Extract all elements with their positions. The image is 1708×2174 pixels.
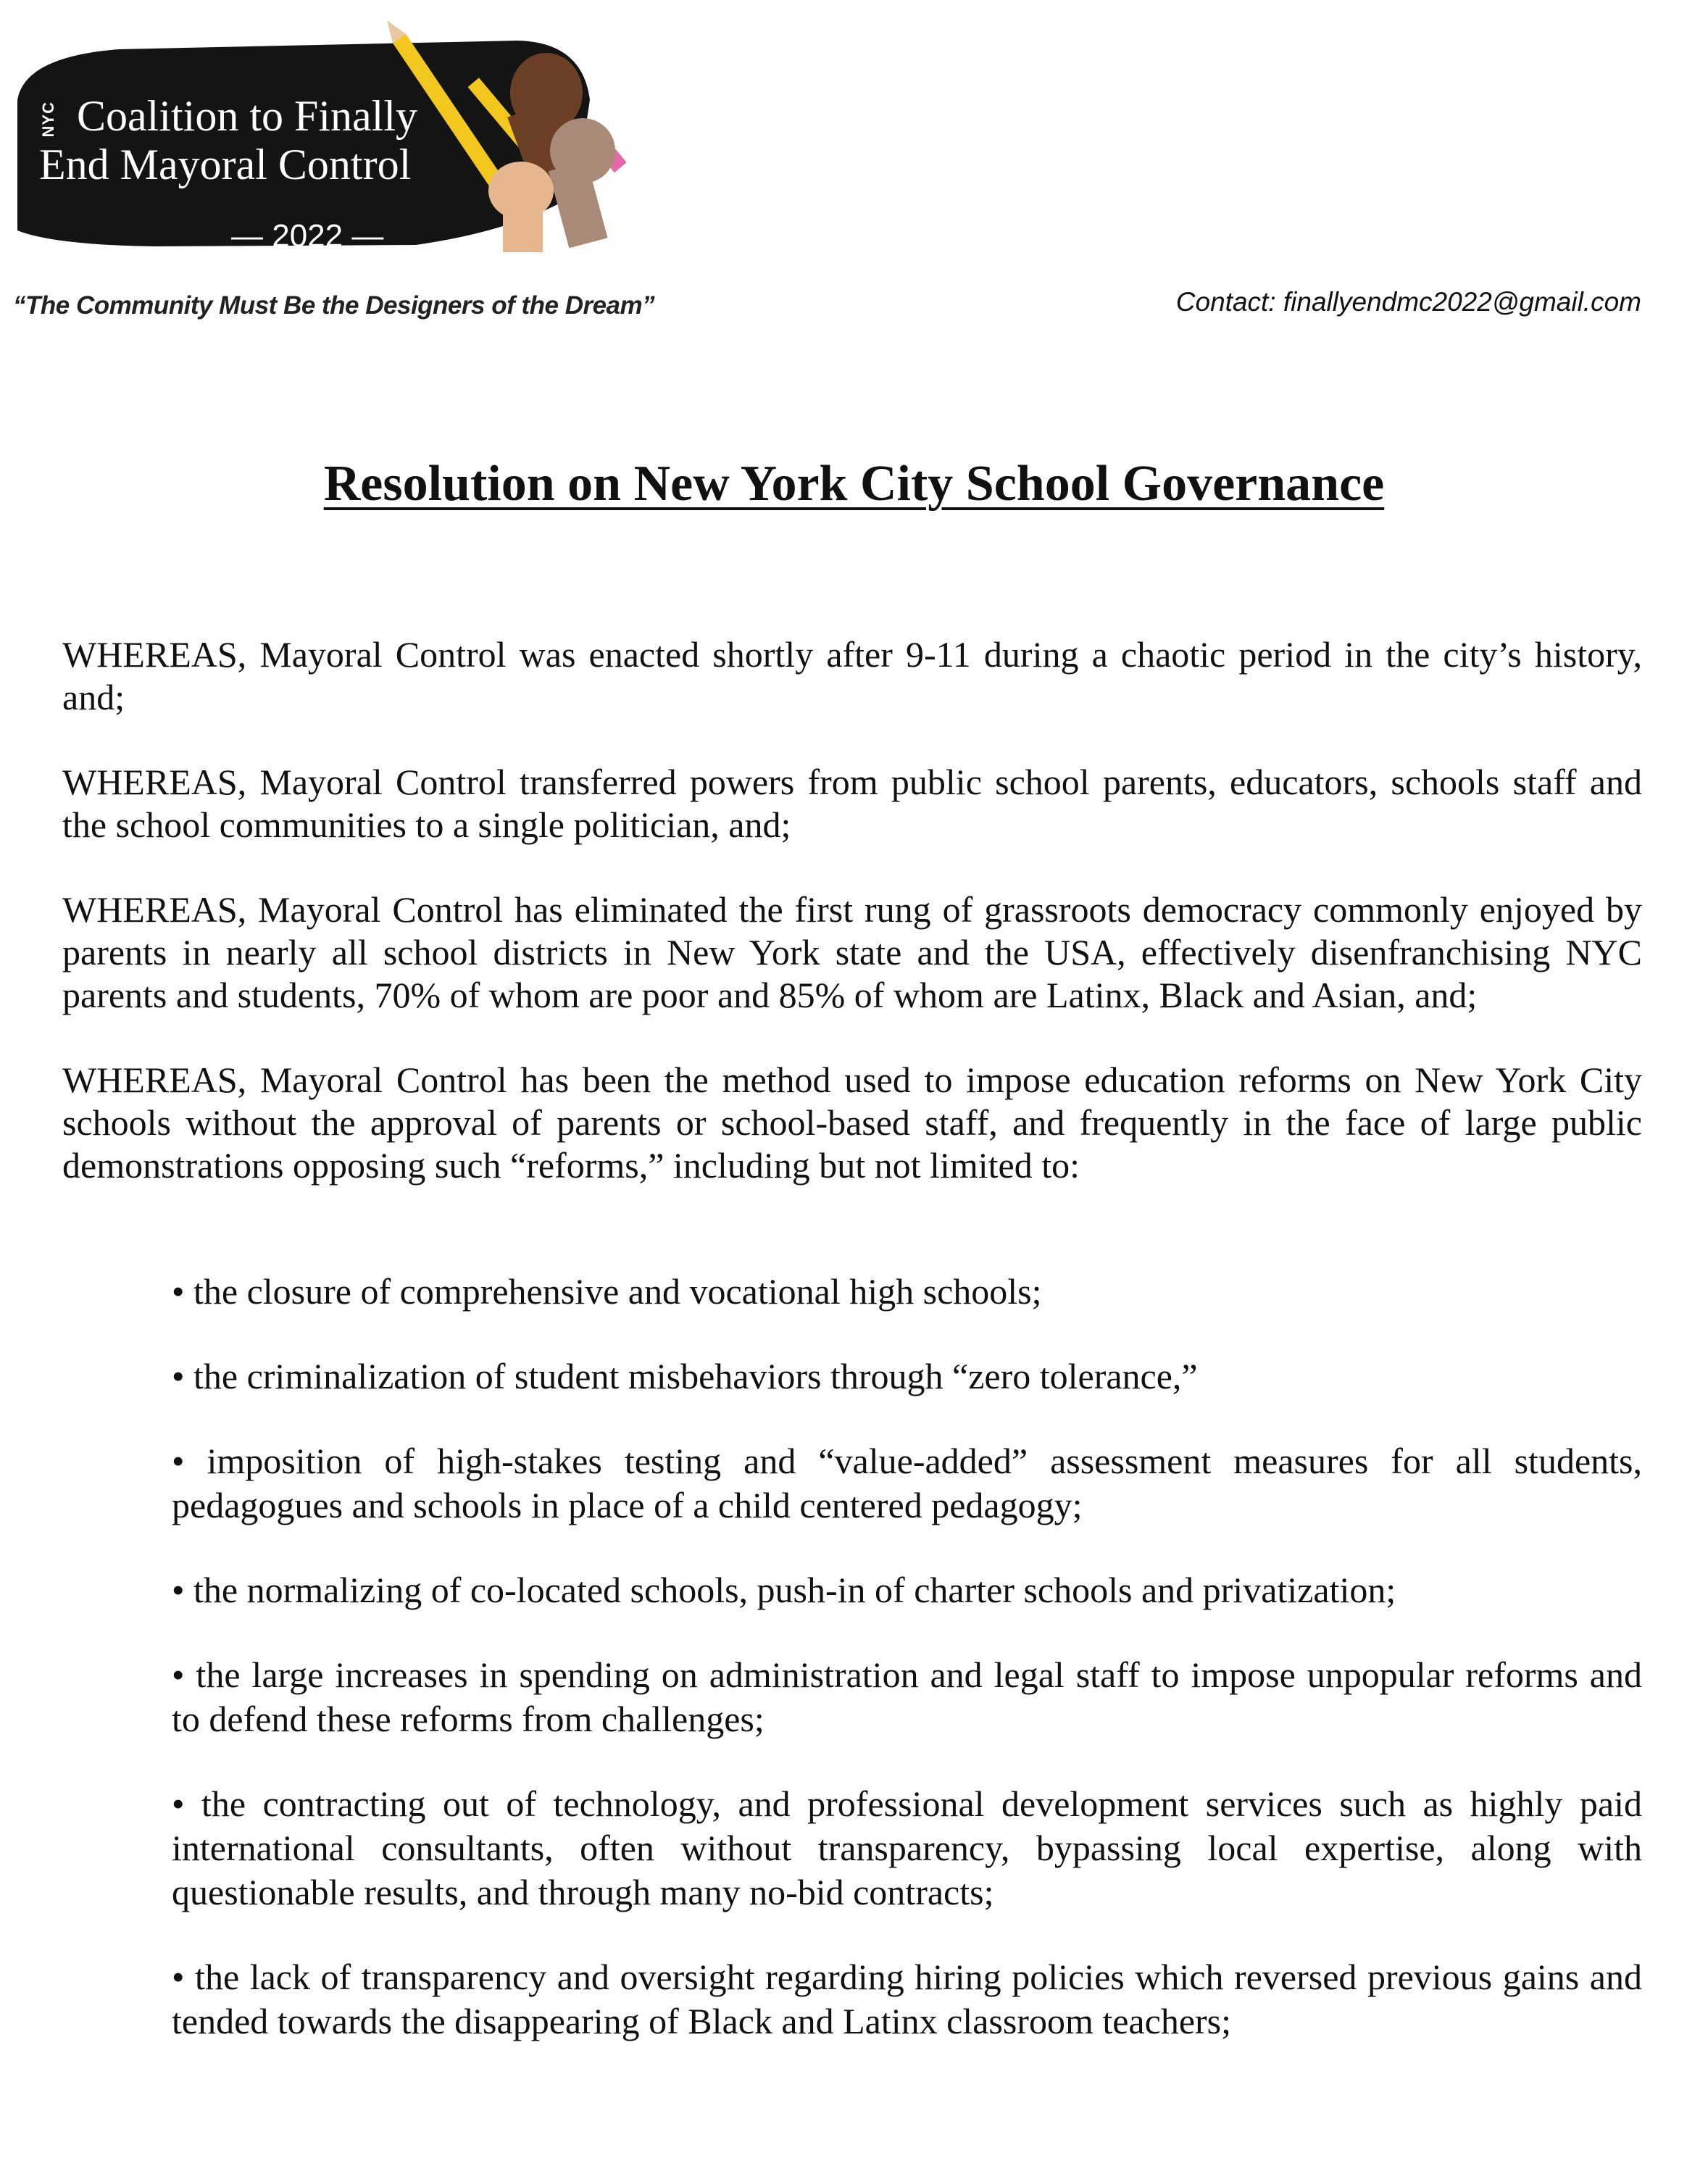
tagline: “The Community Must Be the Designers of the Dream” [13,291,655,320]
contact-email: Contact: finallyendmc2022@gmail.com [1175,287,1641,317]
whereas-clauses [62,633,1642,1229]
logo-nyc-mark: NYC [39,101,57,138]
reform-list-item: • the closure of comprehensive and vocational high schools; [172,1271,1042,1312]
whereas-clause: WHEREAS, Mayoral Control was enacted shortly after 9-11 during a chaotic period in the city’s history, and; [62,634,1642,717]
reform-list-item: • the lack of transparency and oversight regarding hiring policies which reversed previous gains and tended towards the disappearing of Black and Latinx classroom teachers; [172,1957,1642,2041]
reform-list [172,1270,1642,2084]
reform-list-item: • the large increases in spending on administration and legal staff to impose unpopular reforms and to defend these reforms from challenges; [172,1654,1642,1739]
whereas-clause: WHEREAS, Mayoral Control transferred powers from public school parents, educators, schools staff and the school communities to a single politician, and; [62,762,1642,845]
whereas-clause: WHEREAS, Mayoral Control has eliminated the first rung of grassroots democracy commonly enjoyed by parents in nearly all school districts in New York state and the USA, effectively disenfranchising NYC parents and students, 70% of whom are poor and 85% of whom are Latinx, Black and Asian, and; [62,889,1642,1015]
reform-list-item: • the contracting out of technology, and professional development services such as highly paid international consultants, often without transparency, bypassing local expertise, along with questionable results, and through many no-bid contracts; [172,1783,1642,1912]
logo-title-line1: Coalition to Finally [77,92,418,140]
logo-year: — 2022 — [231,218,384,254]
reform-list-item: • the normalizing of co-located schools, push-in of charter schools and privatization; [172,1570,1396,1610]
document-title: Resolution on New York City School Governance [323,456,1385,512]
reform-list-item: • imposition of high-stakes testing and “value-added” assessment measures for all students, pedagogues and schools in place of a child centered pedagogy; [172,1441,1642,1525]
reform-list-item: • the criminalization of student misbehaviors through “zero tolerance,” [172,1356,1198,1396]
logo-title-line2: End Mayoral Control [39,141,412,188]
whereas-clause: WHEREAS, Mayoral Control has been the method used to impose education reforms on New York City schools without the approval of parents or school-based staff, and frequently in the face of large public demonstrations opposing such “reforms,” including but not limited to: [62,1059,1642,1186]
coalition-logo [10,13,662,259]
